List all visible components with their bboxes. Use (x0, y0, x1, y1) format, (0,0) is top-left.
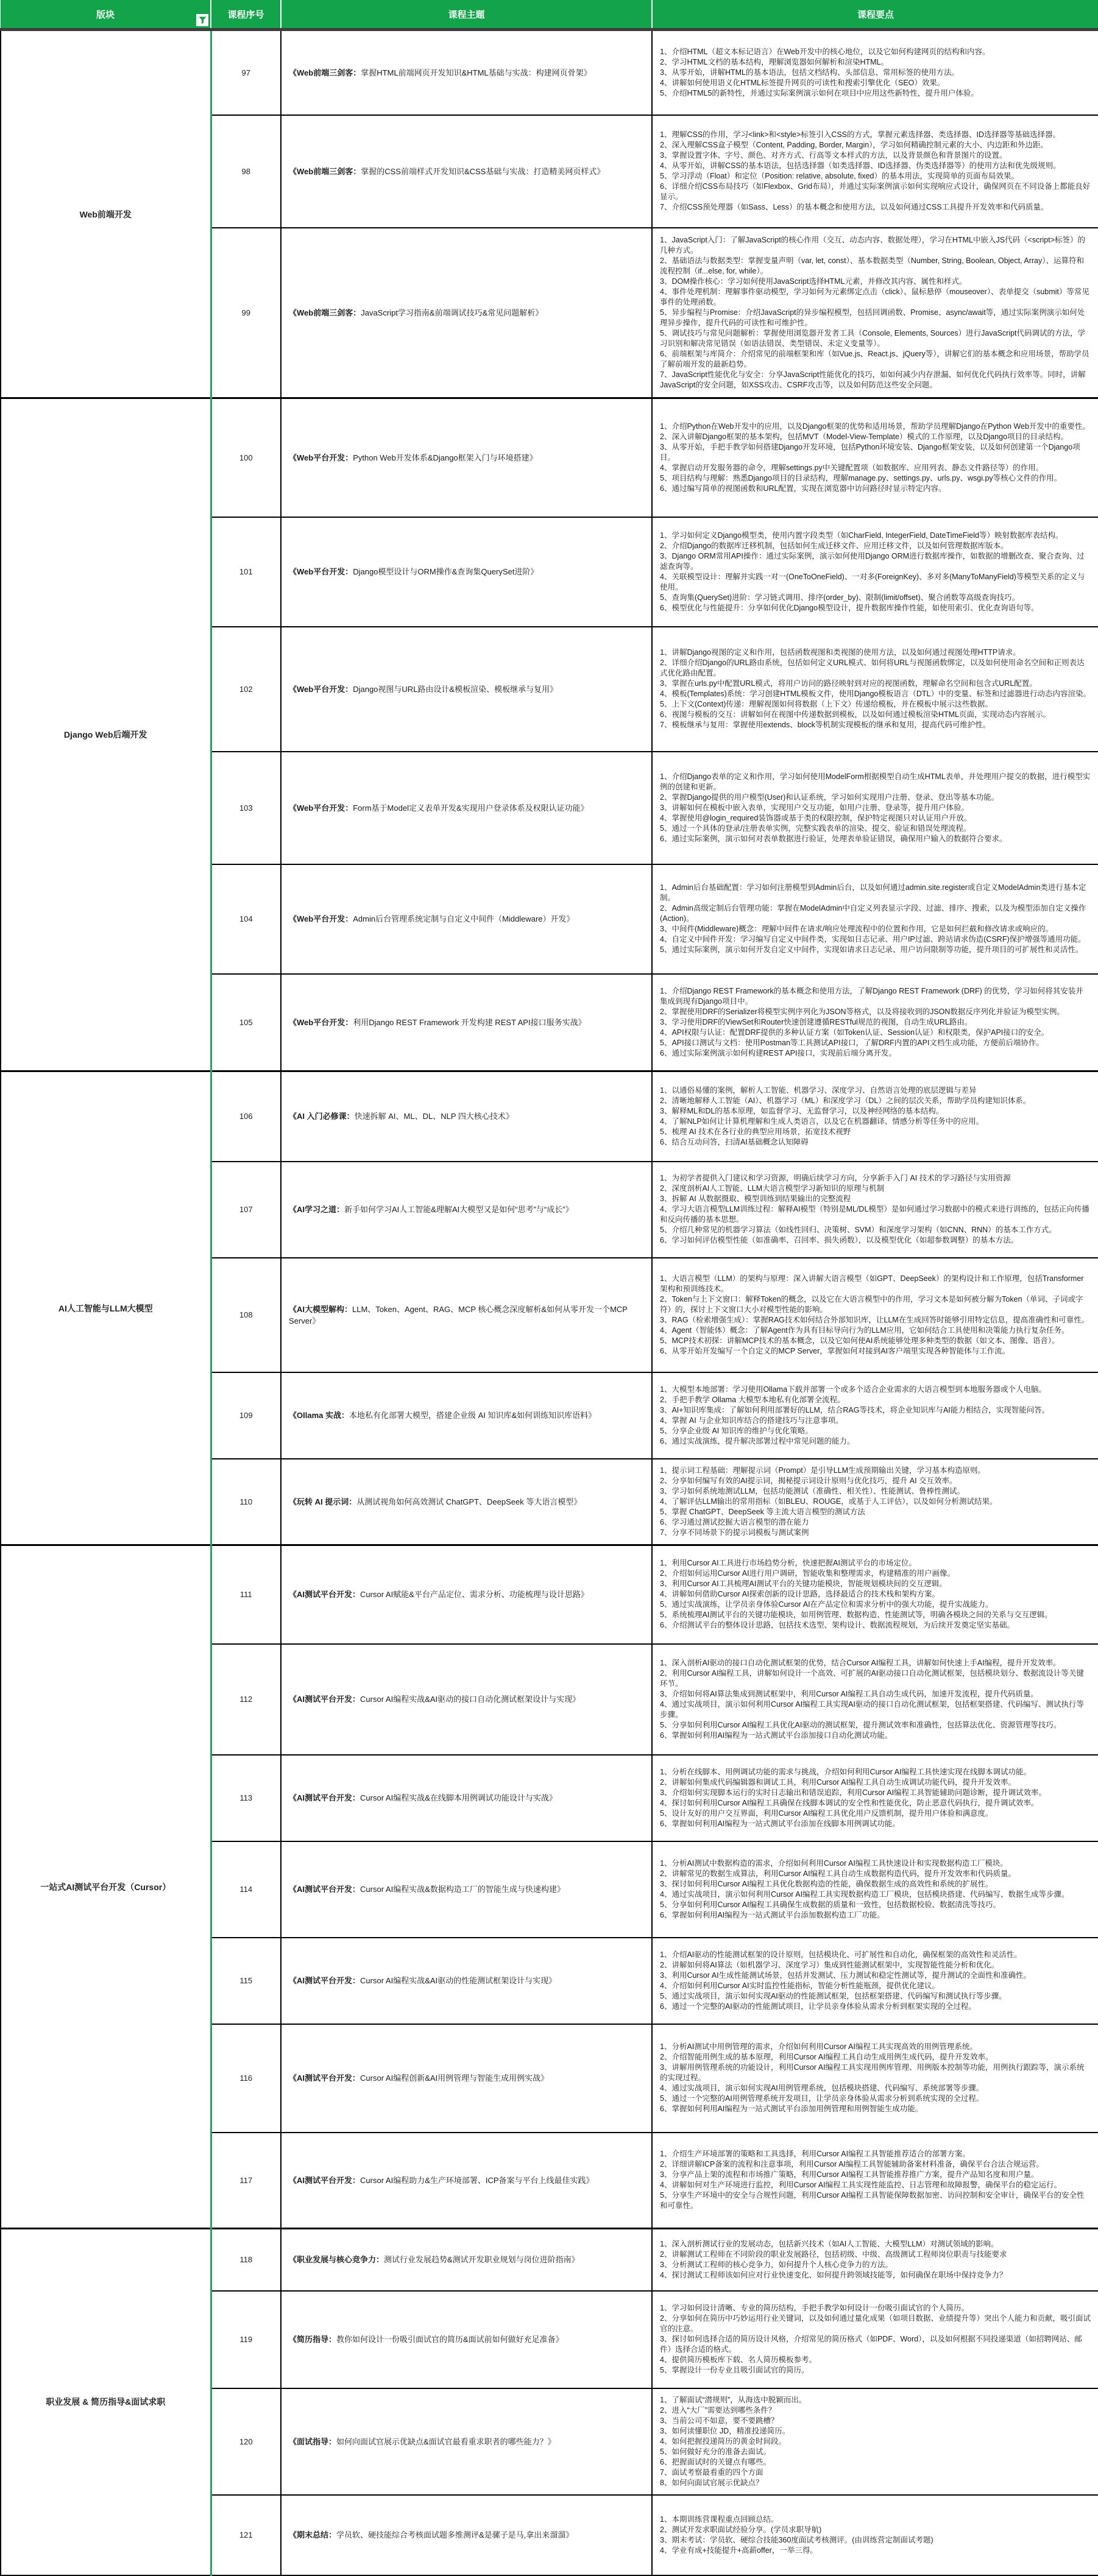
module-cell: AI人工智能与LLM大模型 (1, 1071, 211, 1545)
point-line: 1、Admin后台基础配置：学习如何注册模型到Admin后台，以及如何通过admin.site.register或自定义ModelAdmin类进行基本定制。 (660, 883, 1086, 902)
course-topic (281, 228, 652, 398)
point-line: 5、掌握设计一份专业且吸引面试官的简历。 (660, 2366, 809, 2374)
point-line: 2、Admin高级定制后台管理功能：掌握在ModelAdmin中自定义列表显示字段、过滤、排序、搜索，以及为模型添加自定义操作(Action)。 (660, 904, 1086, 923)
point-line: 5、掌握 ChatGPT、DeepSeek 等主流大语言模型的测试方法 (660, 1507, 865, 1516)
point-line: 2、介绍智能用例生成的基本原理，利用Cursor AI编程工具自动生成用例生成代码，提升开发效率。 (660, 2053, 993, 2061)
point-line: 4、介绍如何利用Cursor AI实时监控性能指标，智能分析性能瓶颈，提供优化建议。 (660, 1981, 940, 1990)
topic-prefix: 《Web平台开发： (289, 453, 353, 462)
course-no: 119 (211, 2291, 281, 2388)
point-line: 4、通过实战项目，演示如何实现AI用例管理系统，包括模块搭建、代码编写、系统部署等步骤。 (660, 2084, 984, 2092)
topic-rest: Cursor AI编程创新&AI用例管理与智能生成用例实战》 (360, 2073, 549, 2083)
point-line: 3、RAG（检索增强生成）：掌握RAG技术如何结合外部知识库，让LLM在生成回答时能够引用特定信息，提高准确性和可靠性。 (660, 1315, 1089, 1324)
point-line: 5、通过一个完整的AI用例管理系统开发项目，让学员亲身体验从需求分析到系统实现的全过程。 (660, 2094, 984, 2103)
point-line: 7、分享不同场景下的提示词模板与测试案例 (660, 1528, 809, 1537)
course-points (652, 1755, 1098, 1841)
topic-rest: Django模型设计与ORM操作&查询集QuerySet进阶》 (353, 567, 539, 576)
course-no: 114 (211, 1841, 281, 1938)
course-topic (281, 398, 652, 517)
course-topic (281, 2229, 652, 2291)
topic-prefix: 《AI测试平台开发： (289, 1885, 361, 1894)
point-line: 2、详细介绍Django的URL路由系统，包括如何定义URL模式、如何将URL与视图函数绑定，以及如何使用命名空间和正则表达式优化路由配置。 (660, 658, 1085, 677)
point-line: 6、学习如何评估模型性能（如准确率、召回率、损失函数），以及模型优化（如超参数调整）的基本方法。 (660, 1236, 1019, 1244)
point-line: 3、探讨如何利用Cursor AI编程工具优化数据构造的性能，确保数据生成的高效性和系统的扩展性。 (660, 1879, 993, 1888)
course-points (652, 1545, 1098, 1644)
topic-rest: 快速拆解 AI、ML、DL、NLP 四大核心技术》 (354, 1112, 514, 1121)
course-no: 111 (211, 1545, 281, 1644)
point-line: 7、面试考察最看重的四个方面 (660, 2468, 763, 2477)
topic-prefix: 《Web前端三剑客： (289, 166, 361, 176)
point-line: 3、中间件(Middleware)概念：理解中间件在请求/响应处理流程中的位置和作用，它是如何拦截和修改请求或响应的。 (660, 925, 1054, 933)
point-line: 6、通过编写简单的视图函数和URL配置，实现在浏览器中访问路径时显示特定内容。 (660, 484, 946, 493)
point-line: 7、介绍CSS预处理器（如Sass、Less）的基本概念和使用方法，以及如何通过CSS工具提升开发效率和代码质量。 (660, 203, 1049, 211)
topic-prefix: 《AI测试平台开发： (289, 1695, 361, 1704)
point-line: 4、从零开始，讲解CSS的基本语法，包括选择器（如类选择器、ID选择器、伪类选择器等）的使用方法和优先级规则。 (660, 161, 1061, 170)
course-topic (281, 1938, 652, 2024)
point-line: 2、清晰地解释人工智能（AI）、机器学习（ML）和深度学习（DL）之间的层次关系，帮助学员构建知识体系。 (660, 1096, 1031, 1105)
course-topic (281, 1162, 652, 1258)
point-line: 2、学习HTML文档的基本结构，理解浏览器如何解析和渲染HTML。 (660, 57, 889, 66)
point-line: 4、了解NLP如何让计算机理解和生成人类语言，以及它在机器翻译、情感分析等任务中的应用。 (660, 1117, 984, 1126)
course-topic (281, 1545, 652, 1644)
topic-rest: 教你如何设计一份吸引面试官的简历&面试前如何做好充足准备》 (336, 2335, 564, 2344)
point-line: 5、MCP技术初探：讲解MCP技术的基本概念，以及它如何使AI系统能够处理多种类型的数据（如文本、图像、语音）。 (660, 1336, 1060, 1345)
course-no: 105 (211, 974, 281, 1071)
course-points (652, 752, 1098, 864)
topic-prefix: 《Web前端三剑客： (289, 68, 361, 77)
point-line: 4、通过实战项目，演示如何利用Cursor AI编程工具实现AI驱动的接口自动化测试框架，包括框架搭建、代码编写、测试执行等步骤。 (660, 1699, 1084, 1719)
course-no: 101 (211, 517, 281, 627)
course-no: 112 (211, 1644, 281, 1755)
point-line: 6、前端框架与库简介：介绍常见的前端框架和库（如Vue.js、React.js、jQuery等），讲解它们的基本概念和应用场景，帮助学员了解前端开发的最新趋势。 (660, 349, 1089, 369)
topic-prefix: 《Web平台开发： (289, 567, 353, 576)
course-topic (281, 115, 652, 228)
point-line: 1、深入剖析测试行业的发展动态，包括新兴技术（如AI人工智能、大模型LLM）对测试领域的影响。 (660, 2239, 999, 2248)
topic-rest: Cursor AI编程实战&AI驱动的接口自动化测试框架设计与实现》 (360, 1695, 581, 1704)
point-line: 1、本期训练营课程重点回顾总结。 (660, 2514, 779, 2524)
topic-rest: 掌握HTML前端网页开发知识&HTML基础与实战：构建网页骨架》 (361, 68, 592, 77)
course-points (652, 2388, 1098, 2495)
col-header-points: 课程要点 (652, 0, 1098, 30)
course-points (652, 864, 1098, 974)
point-line: 3、AI+知识库集成：了解如何利用部署好的LLM，结合RAG等技术，将企业知识库与AI能力相结合，实现智能问答。 (660, 1405, 1050, 1414)
point-line: 3、期末考试：学员软、硬综合技能360度面试考核测评。(由训练营定制面试考题) (660, 2535, 933, 2544)
topic-rest: Cursor AI编程实战&数据构造工厂的智能生成与快速构建》 (360, 1885, 565, 1894)
point-line: 1、学习如何定义Django模型类，使用内置字段类型（如CharField, IntegerField, DateTimeField等）映射数据库表结构。 (660, 531, 1063, 540)
course-topic (281, 2495, 652, 2575)
course-no: 113 (211, 1755, 281, 1841)
point-line: 6、介绍测试平台的整体设计思路，包括技术选型、架构设计、数据流程规划，为后续开发奠定坚实基础。 (660, 1621, 1015, 1630)
point-line: 1、分析AI测试中用例管理的需求，介绍如何利用Cursor AI编程工具实现高效的用例管理系统。 (660, 2042, 977, 2051)
topic-prefix: 《AI大模型解构： (289, 1304, 353, 1314)
topic-prefix: 《AI测试平台开发： (289, 1590, 361, 1600)
point-line: 4、掌握启动开发服务器的命令，理解settings.py中关键配置项（如数据库、应用列表、静态文件路径等）的作用。 (660, 463, 1044, 472)
topic-prefix: 《简历指导： (289, 2335, 337, 2344)
course-topic (281, 627, 652, 752)
point-line: 3、从零开始，手把手教学如何搭建Django开发环境，包括Python环境安装、Django框架安装，以及如何创建第一个Django项目。 (660, 442, 1080, 462)
point-line: 1、理解CSS的作用，学习<link>和<style>标签引入CSS的方式，掌握元素选择器、类选择器、ID选择器等基础选择器。 (660, 130, 1061, 139)
course-points (652, 1258, 1098, 1372)
course-points (652, 517, 1098, 627)
topic-rest: 本地私有化部署大模型，搭建企业级 AI 知识库&如何训练知识库语料》 (349, 1411, 597, 1420)
point-line: 7、JavaScript性能优化与安全：分享JavaScript性能优化的技巧，如如何减少内存泄漏、如何优化代码执行效率等。同时，讲解JavaScript的安全问题，如XSS攻击、CSRF攻击等，以及如何防范这些安全问题。 (660, 370, 1086, 389)
point-line: 3、分享产品上架的流程和市场推广策略，利用Cursor AI编程工具智能推荐推广方案，提升产品知名度和用户量。 (660, 2170, 1039, 2179)
point-line: 1、学习如何设计清晰、专业的简历结构，手把手教学如何设计一份吸引面试官的个人简历。 (660, 2304, 969, 2312)
point-line: 5、通过一个具体的登录/注册表单实例，完整实践表单的渲染、提交、验证和错误处理流程。 (660, 824, 971, 833)
point-line: 1、了解面试“潜规则”，从海选中脱颖而出。 (660, 2395, 807, 2404)
point-line: 5、通过实战项目，演示如何实现AI驱动的性能测试框架，包括框架搭建、代码编写和测试执行等步骤。 (660, 1991, 1007, 2000)
point-line: 2、利用Cursor AI编程工具，讲解如何设计一个高效、可扩展的AI驱动接口自动化测试框架，包括模块划分、数据流设计等关键环节。 (660, 1668, 1084, 1688)
point-line: 6、通过实际案例，演示如何对表单数据进行验证，处理表单验证错误，确保用户输入的数据符合要求。 (660, 834, 1007, 843)
course-points (652, 2024, 1098, 2133)
module-cell: 职业发展 & 简历指导&面试求职 (1, 2229, 211, 2575)
course-topic (281, 1071, 652, 1162)
point-line: 2、讲解如何集成代码编辑器和调试工具，利用Cursor AI编程工具自动生成调试功能代码，提升开发效率。 (660, 1777, 1016, 1787)
topic-prefix: 《职业发展与核心竞争力： (289, 2255, 384, 2265)
table-row (1, 398, 1098, 517)
point-line: 7、模板继承与复用：掌握使用extends、block等机制实现模板的继承和复用，提高代码可维护性。 (660, 721, 991, 729)
point-line: 2、介绍如何运用Cursor AI进行用户调研，智能收集和整理需求，构建精准的用户画像。 (660, 1569, 955, 1578)
point-line: 5、学习浮动（Float）和定位（Position: relative, absolute, fixed）的基本用法，实现简单的页面布局效果。 (660, 172, 1019, 180)
point-line: 3、如何读懂职位 JD，精准投递简历。 (660, 2426, 790, 2435)
course-no: 104 (211, 864, 281, 974)
col-header-course-no: 课程序号 (211, 0, 281, 30)
point-line: 3、当前公司不如意，要不要跳槽？ (660, 2416, 779, 2425)
point-line: 4、Agent（智能体）概念：了解Agent作为具有目标导向行为的LLM应用，它如何结合工具使用和决策能力执行复杂任务。 (660, 1325, 1069, 1335)
table-row (1, 2229, 1098, 2291)
point-line: 3、掌握在urls.py中配置URL模式，将用户访问的路径映射到对应的视图函数，理解命名空间和包含式URL配置。 (660, 679, 1037, 688)
course-no: 109 (211, 1372, 281, 1459)
point-line: 4、掌握 AI 与企业知识库结合的搭建技巧与注意事项。 (660, 1416, 843, 1425)
point-line: 1、分析在线脚本、用例调试功能的需求与挑战，介绍如何利用Cursor AI编程工具快速实现在线脚本调试功能。 (660, 1767, 1032, 1776)
point-line: 5、通过实战演练，让学员亲身体验Cursor AI在产品定位和需求分析中的强大功能，提升实战能力。 (660, 1600, 993, 1609)
topic-rest: Python Web开发体系&Django框架入门与环境搭建》 (353, 453, 537, 462)
point-line: 1、大模型本地部署：学习使用Ollama下载并部署一个或多个适合企业需求的大语言模型到本地服务器或个人电脑。 (660, 1385, 1047, 1394)
point-line: 2、深度剖析AI人工智能、LLM大语言模型学习新知识的原理与机制 (660, 1184, 885, 1193)
topic-prefix: 《AI测试平台开发： (289, 2175, 361, 2185)
course-no: 106 (211, 1071, 281, 1162)
topic-rest: 测试行业发展趋势&测试开发职业规划与岗位进阶指南》 (384, 2255, 579, 2265)
point-line: 6、把握面试时的关键点有哪些。 (660, 2457, 771, 2466)
header-row (1, 0, 1098, 30)
point-line: 3、探讨如何选择合适的简历设计风格，介绍常见的简历格式（如PDF、Word），以及如何根据不同投递渠道（如招聘网站、邮件）选择合适的格式。 (660, 2335, 1082, 2354)
col-header-module (1, 0, 211, 30)
table-row (1, 1545, 1098, 1644)
course-no: 110 (211, 1459, 281, 1545)
point-line: 6、掌握如何利用AI编程为一站式测试平台添加接口自动化测试功能。 (660, 1731, 893, 1740)
point-line: 5、调试技巧与常见问题解析：掌握使用浏览器开发者工具（Console, Elements, Sources）进行JavaScript代码调试的方法，学习识别和解决常见错误（如语法错误、类型错误、未定义变量等）。 (660, 328, 1086, 348)
point-line: 4、如何把握投递简历的黄金时间段。 (660, 2437, 786, 2446)
point-line: 1、分析AI测试中数据构造的需求，介绍如何利用Cursor AI编程工具快速设计和实现数据构造工厂模块。 (660, 1858, 1008, 1868)
point-line: 4、API权限与认证：配置DRF提供的多种认证方案（如Token认证、Session认证）和权限类，保护API接口的安全。 (660, 1028, 1049, 1037)
topic-rest: Cursor AI编程助力&生产环境部署、ICP备案与平台上线最佳实践》 (360, 2175, 594, 2185)
topic-rest: 从测试视角如何高效测试 ChatGPT、DeepSeek 等大语言模型》 (356, 1497, 582, 1506)
course-no: 102 (211, 627, 281, 752)
point-line: 3、介绍如何实现脚本运行的实时日志输出和错误追踪，利用Cursor AI编程工具智能辅助问题诊断，提升调试效率。 (660, 1788, 1047, 1797)
course-topic (281, 1372, 652, 1459)
point-line: 5、分享企业级 AI 知识库的维护与优化策略。 (660, 1426, 813, 1435)
topic-rest: 掌握的CSS前端样式开发知识&CSS基础与实战：打造精美网页样式》 (361, 166, 605, 176)
course-no: 97 (211, 30, 281, 115)
topic-prefix: 《AI学习之道： (289, 1205, 345, 1214)
topic-rest: Cursor AI编程实战&在线脚本用例调试功能设计与实战》 (360, 1793, 557, 1802)
point-line: 4、讲解如何使用语义化HTML标签提升网页的可读性和搜索引擎优化（SEO）效果。 (660, 78, 945, 87)
point-line: 5、分享如何利用Cursor AI编程工具优化AI驱动的测试框架，提升测试效率和准确性，包括算法优化、资源管理等技巧。 (660, 1720, 1061, 1729)
point-line: 5、设计友好的用户交互界面，利用Cursor AI编程工具优化用户反馈机制，提升用户体验和满意度。 (660, 1808, 993, 1818)
topic-prefix: 《玩转 AI 提示词： (289, 1497, 357, 1506)
course-topic (281, 2024, 652, 2133)
course-points (652, 2291, 1098, 2388)
topic-prefix: 《期末总结： (289, 2530, 337, 2539)
point-line: 1、以通俗易懂的案例，解析人工智能、机器学习、深度学习、自然语言处理的底层逻辑与差异 (660, 1085, 977, 1095)
point-line: 5、上下文(Context)传递：理解视图如何将数据（上下文）传递给模板，并在模板中展示这些数据。 (660, 700, 993, 708)
course-points (652, 1372, 1098, 1459)
point-line: 1、为初学者提供入门建议和学习资源，明确后续学习方向，分享新手入门 AI 技术的学习路径与实用资源 (660, 1174, 1011, 1182)
point-line: 5、异步编程与Promise：介绍JavaScript的异步编程模型，包括回调函数、Promise、async/await等，通过实际案例演示如何处理异步操作，提升代码的可读性和可维护性。 (660, 308, 1085, 327)
topic-rest: JavaScript学习指南&前端调试技巧&常见问题解析》 (361, 308, 544, 317)
point-line: 2、分享如何编写有效的AI提示词，揭秘提示词设计原则与优化技巧，提升 AI 交互效率。 (660, 1476, 957, 1485)
course-no: 99 (211, 228, 281, 398)
course-no: 117 (211, 2133, 281, 2229)
point-line: 2、介绍Django的数据库迁移机制，包括如何生成迁移文件、应用迁移文件，以及如何管理数据库版本。 (660, 541, 1008, 550)
course-topic (281, 1258, 652, 1372)
course-points (652, 1841, 1098, 1938)
point-line: 2、掌握使用DRF的Serializer将模型实例序列化为JSON等格式，以及将接收到的JSON数据反序列化并验证为模型实例。 (660, 1007, 1064, 1016)
point-line: 3、学习如何系统地测试LLM，包括功能测试（准确性、相关性）、性能测试、鲁棒性测试。 (660, 1486, 965, 1495)
point-line: 4、学习大语言模型LLM训练过程：解释AI模型（特别是ML/DL模型）是如何通过学习数据中的模式来进行训练的，包括正向传播和反向传播的基本思想。 (660, 1205, 1089, 1224)
course-topic (281, 752, 652, 864)
point-line: 5、梳理 AI 技术在各行业的典型应用场景，拓宽技术视野 (660, 1127, 851, 1136)
point-line: 2、掌握Django提供的用户模型(User)和认证系统，学习如何实现用户注册、登录、登出等基本功能。 (660, 792, 999, 802)
point-line: 1、介绍Django REST Framework的基本概念和使用方法，了解Django REST Framework (DRF) 的优势，学习如何将其安装并集成到现有Django项目中。 (660, 986, 1083, 1006)
point-line: 5、查询集(QuerySet)进阶：学习链式调用、排序(order_by)、限制(limit/offset)、聚合函数等高级查询技巧。 (660, 593, 1020, 602)
point-line: 6、学习通过测试挖掘大语言模型的潜在能力 (660, 1517, 809, 1526)
table-row (1, 1071, 1098, 1162)
point-line: 6、通过一个完整的AI驱动的性能测试项目，让学员亲身体验从需求分析到框架实现的全过程。 (660, 2002, 976, 2011)
point-line: 6、掌握如何利用AI编程为一站式测试平台添加数据构造工厂功能。 (660, 1910, 885, 1919)
table-row (1, 30, 1098, 115)
course-no: 120 (211, 2388, 281, 2495)
col-header-module-label: 版块 (96, 9, 115, 20)
point-line: 1、JavaScript入门：了解JavaScript的核心作用（交互、动态内容、数据处理），学习在HTML中嵌入JS代码（<script>标签）的几种方式。 (660, 235, 1085, 255)
point-line: 6、从零开始开发编写一个自定义的MCP Server，掌握如何对接到AI客户端里实现各种智能体与工作流。 (660, 1346, 1010, 1355)
topic-rest: Django视图与URL路由设计&模板渲染、模板继承与复用》 (353, 684, 558, 694)
point-line: 2、讲解常见的数据生成算法，利用Cursor AI编程工具自动生成数据构造代码，提升开发效率和代码质量。 (660, 1869, 1016, 1878)
course-points (652, 627, 1098, 752)
point-line: 2、基础语法与数据类型：掌握变量声明（var, let, const）、基本数据类型（Number, String, Boolean, Object, Array）、运算符和流程控制（if...else, for, while）。 (660, 256, 1084, 275)
point-line: 1、介绍HTML（超文本标记语言）在Web开发中的核心地位，以及它如何构建网页的结构和内容。 (660, 47, 990, 56)
point-line: 1、介绍Python在Web开发中的应用，以及Django框架的优势和适用场景，帮助学员理解Django在Python Web开发中的重要性。 (660, 422, 1090, 431)
point-line: 3、掌握设置字体、字号、颜色、对齐方式、行高等文本样式的方法，以及背景颜色和背景图片的设置。 (660, 151, 1007, 160)
module-cell: Django Web后端开发 (1, 398, 211, 1071)
point-line: 3、学习使用DRF的ViewSet和Router快速创建遵循RESTful规范的视图，自动生成URL路由。 (660, 1017, 972, 1026)
module-cell: Web前端开发 (1, 30, 211, 398)
point-line: 3、利用Cursor AI生成性能测试场景，包括并发测试、压力测试和稳定性测试等，提升测试的全面性和准确性。 (660, 1971, 1032, 1980)
point-line: 6、掌握如何利用AI编程为一站式测试平台添加在线脚本用例调试功能。 (660, 1819, 900, 1828)
point-line: 4、模板(Templates)系统：学习创建HTML模板文件，使用Django模板语言（DTL）中的变量、标签和过滤器进行动态内容渲染。 (660, 690, 1091, 698)
point-line: 5、介绍HTML5的新特性，并通过实际案例演示如何在项目中应用这些新特性，提升用户体验。 (660, 88, 979, 97)
point-line: 4、通过实战项目，演示如何利用Cursor AI编程工具实现数据构造工厂模块，包括模块搭建、代码编写、数据生成等步骤。 (660, 1890, 1069, 1899)
topic-prefix: 《Web前端三剑客： (289, 308, 361, 317)
point-line: 2、讲解如何将AI算法（如机器学习、深度学习）集成到性能测试框架中，实现智能性能分析和优化。 (660, 1960, 999, 1969)
course-points (652, 228, 1098, 398)
course-points (652, 2495, 1098, 2575)
point-line: 6、详细介绍CSS布局技巧（如Flexbox、Grid布局），并通过实际案例演示如何实现响应式设计，确保网页在不同设备上都能良好显示。 (660, 182, 1091, 201)
point-line: 1、大语言模型（LLM）的架构与原理：深入讲解大语言模型（如GPT、DeepSeek）的架构设计和工作原理，包括Transformer架构和预训练技术。 (660, 1274, 1084, 1293)
course-points (652, 1162, 1098, 1258)
course-topic (281, 2133, 652, 2229)
point-line: 2、进入“大厂”需要达到哪些条件？ (660, 2405, 776, 2415)
point-line: 4、讲解如何对生产环境进行监控，利用Cursor AI编程工具实现性能监控、日志管理和故障报警，确保平台的稳定运行。 (660, 2181, 1062, 2190)
col-header-topic: 课程主题 (281, 0, 652, 30)
topic-rest: 利用Django REST Framework 开发构建 REST API接口服务实战》 (353, 1017, 586, 1027)
course-no: 98 (211, 115, 281, 228)
topic-prefix: 《Web平台开发： (289, 1017, 353, 1027)
point-line: 8、如何向面试官展示优缺点？ (660, 2478, 763, 2487)
point-line: 1、介绍Django表单的定义和作用，学习如何使用ModelForm根据模型自动生成HTML表单，并处理用户提交的数据，进行模型实例的创建和更新。 (660, 772, 1091, 791)
point-line: 3、分析测试工程师的核心竞争力，如何提升个人核心竞争力的方法。 (660, 2260, 893, 2269)
point-line: 1、讲解Django视图的定义和作用，包括函数视图和类视图的使用方法，以及如何通过视图处理HTTP请求。 (660, 648, 1021, 657)
point-line: 3、从零开始，讲解HTML的基本语法，包括文档结构、头部信息、常用标签的使用方法。 (660, 68, 959, 77)
point-line: 2、分享如何在简历中巧妙运用行业关键词，以及如何通过量化成果（如项目数据、业绩提升等）突出个人能力和贡献，吸引面试官的注意。 (660, 2314, 1091, 2333)
point-line: 5、分享生产环境中的安全与合规性问题，利用Cursor AI编程工具智能保障数据加密、访问控制和安全审计，确保平台的安全性和可靠性。 (660, 2191, 1085, 2211)
course-topic (281, 1841, 652, 1938)
point-line: 3、DOM操作核心：学习如何使用JavaScript选择HTML元素，并修改其内容、属性和样式。 (660, 277, 967, 286)
point-line: 5、介绍几种常见的机器学习算法（如线性回归、决策树、SVM）和深度学习架构（如CNN、RNN）的基本工作方式。 (660, 1226, 1057, 1234)
point-line: 2、Token与上下文窗口：解释Token的概念，以及它在大语言模型中的作用，学习文本是如何被分解为Token（单词、子词或字符）的，探讨上下文窗口大小对模型性能的影响。 (660, 1294, 1083, 1314)
point-line: 2、深入讲解Django框架的基本架构，包括MVT（Model-View-Template）模式的工作原理，以及Django项目的目录结构。 (660, 432, 1069, 441)
point-line: 3、Django ORM常用API操作：通过实际案例，演示如何使用Django ORM进行数据库操作，如数据的增删改查、聚合查询、过滤查询等。 (660, 551, 1085, 571)
point-line: 4、探讨如何利用Cursor AI编程工具确保在线脚本调试的安全性和性能优化，防止恶意代码执行，提升调试效率。 (660, 1798, 1039, 1807)
topic-prefix: 《Web平台开发： (289, 803, 353, 813)
point-line: 4、提供简历模板库下载、名人简历模板参考。 (660, 2355, 816, 2364)
course-topic (281, 1755, 652, 1841)
point-line: 2、深入理解CSS盒子模型（Content, Padding, Border, Margin），学习如何精确控制元素的大小、内边距和外边距。 (660, 141, 1048, 149)
course-points (652, 30, 1098, 115)
topic-rest: 新手如何学习AI人工智能&理解AI大模型又是如何“思考”与“成长”》 (344, 1205, 573, 1214)
point-line: 3、利用Cursor AI工具梳理AI测试平台的关键功能模块，智能规划模块间的交互逻辑。 (660, 1579, 947, 1589)
course-no: 115 (211, 1938, 281, 2024)
point-line: 5、分享如何利用Cursor AI编程工具确保生成数据的质量和一致性，包括数据校验、数据清洗等技巧。 (660, 1900, 1001, 1909)
course-points (652, 1938, 1098, 2024)
point-line: 5、API接口测试与文档：使用Postman等工具测试API接口，了解DRF内置的API文档生成功能，方便前后端协作。 (660, 1038, 1044, 1047)
topic-rest: LLM、Token、Agent、RAG、MCP 核心概念深度解析&如何从零开发一个MCP Server》 (289, 1304, 628, 1325)
topic-rest: Form基于Model定义表单开发&实现用户登录体系及权限认证功能》 (353, 803, 589, 813)
point-line: 5、如何做好充分的准备去面试。 (660, 2447, 771, 2456)
point-line: 3、讲解用例管理系统的功能设计，利用Cursor AI编程工具实现用例库管理、用例版本控制等功能，用例执行跟踪等，演示系统的实现过程。 (660, 2063, 1085, 2082)
course-points (652, 2133, 1098, 2229)
point-line: 2、讲解测试工程师在不同阶段的职业发展路径，包括初级、中级、高级测试工程师岗位职责与技能要求 (660, 2250, 1007, 2259)
topic-rest: Cursor AI赋能&平台产品定位、需求分析、功能梳理与设计思路》 (360, 1590, 589, 1600)
topic-prefix: 《AI 入门必修课： (289, 1112, 355, 1121)
course-points (652, 2229, 1098, 2291)
point-line: 5、系统梳理AI测试平台的关键功能模块，如用例管理、数据构造、性能测试等，明确各模块之间的关系与交互逻辑。 (660, 1611, 1052, 1620)
point-line: 6、通过实战演练，提升解决部署过程中常见问题的能力。 (660, 1436, 855, 1445)
topic-rest: 如何向面试官展示优缺点&面试官最看重求职者的哪些能力？》 (336, 2437, 556, 2446)
point-line: 4、事件处理机制：理解事件驱动模型，学习如何为元素绑定点击（click）、鼠标悬停（mouseover）、表单提交（submit）等常见事件的处理函数。 (660, 287, 1089, 306)
point-line: 4、关联模型设计：理解并实践一对一(OneToOneField)、一对多(ForeignKey)、多对多(ManyToManyField)等模型关系的定义与使用。 (660, 572, 1085, 591)
course-points (652, 1644, 1098, 1755)
point-line: 2、详细讲解ICP备案的流程和注意事项，利用Cursor AI编程工具智能辅助备案材料准备，确保平台合法合规运营。 (660, 2160, 1044, 2169)
course-topic (281, 1459, 652, 1545)
course-no: 116 (211, 2024, 281, 2133)
point-line: 3、拆解 AI 从数据摄取、模型训练到结果输出的完整流程 (660, 1194, 851, 1203)
point-line: 2、手把手教学 Ollama 大模型本地私有化部署全流程。 (660, 1395, 845, 1404)
course-topic (281, 864, 652, 974)
point-line: 1、深入剖析AI驱动的接口自动化测试框架的优势，结合Cursor AI编程工具，讲解如何快速上手AI编程，提升开发效率。 (660, 1658, 1061, 1667)
point-line: 3、讲解如何在模板中嵌入表单，实现用户交互功能，如用户注册、登录等，提升用户体验。 (660, 803, 969, 812)
topic-prefix: 《AI测试平台开发： (289, 2073, 361, 2083)
course-topic (281, 517, 652, 627)
point-line: 4、探讨测试工程师该如何应对行业快速变化、如何提升跨领域技能等，如何确保在职场中保持竞争力？ (660, 2270, 1007, 2279)
point-line: 5、通过实际案例，演示如何开发自定义中间件，实现如请求日志记录、用户访问限制等功能，提升项目的可扩展性和灵活性。 (660, 945, 1083, 954)
course-points (652, 974, 1098, 1071)
point-line: 1、提示词工程基础：理解提示词（Prompt）是引导LLM生成预期输出关键，学习基本构造原则。 (660, 1466, 986, 1475)
topic-prefix: 《Web平台开发： (289, 914, 353, 923)
course-no: 121 (211, 2495, 281, 2575)
point-line: 3、介绍如何将AI算法集成到测试框架中，利用Cursor AI编程工具自动生成代码，加速开发流程，提升代码质量。 (660, 1689, 1038, 1698)
module-cell: 一站式AI测试平台开发（Cursor） (1, 1545, 211, 2229)
topic-rest: Cursor AI编程实战&AI驱动的性能测试框架设计与实现》 (360, 1976, 557, 1985)
course-points (652, 1071, 1098, 1162)
course-no: 100 (211, 398, 281, 517)
point-line: 6、掌握如何利用AI编程为一站式测试平台添加用例管理和用例智能生成功能。 (660, 2105, 923, 2113)
point-line: 6、视图与模板的交互：讲解如何在视图中传递数据到模板，以及如何通过模板渲染HTML页面，实现动态内容展示。 (660, 710, 1050, 719)
topic-prefix: 《AI测试平台开发： (289, 1793, 361, 1802)
course-topic (281, 974, 652, 1071)
point-line: 2、测试开发求职面试经验分享。(学员求职导航) (660, 2525, 822, 2534)
topic-prefix: 《Web平台开发： (289, 684, 353, 694)
point-line: 6、通过实际案例演示如何构建REST API接口，实现前后端分离开发。 (660, 1048, 896, 1057)
topic-prefix: 《AI测试平台开发： (289, 1976, 361, 1985)
topic-rest: 学员软、硬技能综合考核面试题多维测评&是骡子是马,拿出来溜溜》 (336, 2530, 574, 2539)
course-topic (281, 2388, 652, 2495)
course-topic (281, 30, 652, 115)
course-no: 118 (211, 2229, 281, 2291)
point-line: 6、结合互动问答，扫清AI基础概念认知障碍 (660, 1137, 809, 1146)
course-points (652, 115, 1098, 228)
point-line: 4、学业有成+技能提升+高薪offer，一举三得。 (660, 2546, 818, 2555)
point-line: 3、解释ML和DL的基本原理，如监督学习、无监督学习，以及神经网络的基本结构。 (660, 1106, 944, 1115)
course-points (652, 1459, 1098, 1545)
point-line: 5、项目结构与理解：熟悉Django项目的目录结构，理解manage.py、settings.py、urls.py、wsgi.py等核心文件的作用。 (660, 473, 1062, 482)
course-no: 108 (211, 1258, 281, 1372)
point-line: 1、介绍生产环境部署的策略和工具选择，利用Cursor AI编程工具智能推荐适合的部署方案。 (660, 2150, 971, 2159)
point-line: 4、了解评估LLM输出的常用指标（如BLEU、ROUGE，或基于人工评估），以及如何分析测试结果。 (660, 1497, 997, 1506)
point-line: 6、模型优化与性能提升：分享如何优化Django模型设计，提升数据库操作性能，如使用索引、优化查询语句等。 (660, 603, 1039, 612)
point-line: 1、介绍AI驱动的性能测试框架的设计原则，包括模块化、可扩展性和自动化，确保框架的高效性和灵活性。 (660, 1950, 1022, 1959)
filter-icon[interactable] (196, 14, 208, 26)
point-line: 1、利用Cursor AI工具进行市场趋势分析，快速把握AI测试平台的市场定位。 (660, 1559, 916, 1568)
course-topic (281, 2291, 652, 2388)
course-topic (281, 1644, 652, 1755)
topic-rest: Admin后台管理系统定制与自定义中间件（Middleware）开发》 (353, 914, 575, 923)
course-no: 107 (211, 1162, 281, 1258)
course-points (652, 398, 1098, 517)
topic-prefix: 《Ollama 实战： (289, 1411, 349, 1420)
topic-prefix: 《面试指导： (289, 2437, 337, 2446)
point-line: 4、讲解如何借助Cursor AI探索创新的设计思路，选择最适合的技术栈和架构方案。 (660, 1590, 940, 1599)
point-line: 4、掌握使用@login_required装饰器或基于类的权限控制，保护特定视图只对认证用户开放。 (660, 813, 972, 822)
course-no: 103 (211, 752, 281, 864)
point-line: 4、自定义中间件开发：学习编写自定义中间件类，实现如日志记录、用户IP过滤、跨站请求伪造(CSRF)保护增强等通用功能。 (660, 935, 1086, 944)
